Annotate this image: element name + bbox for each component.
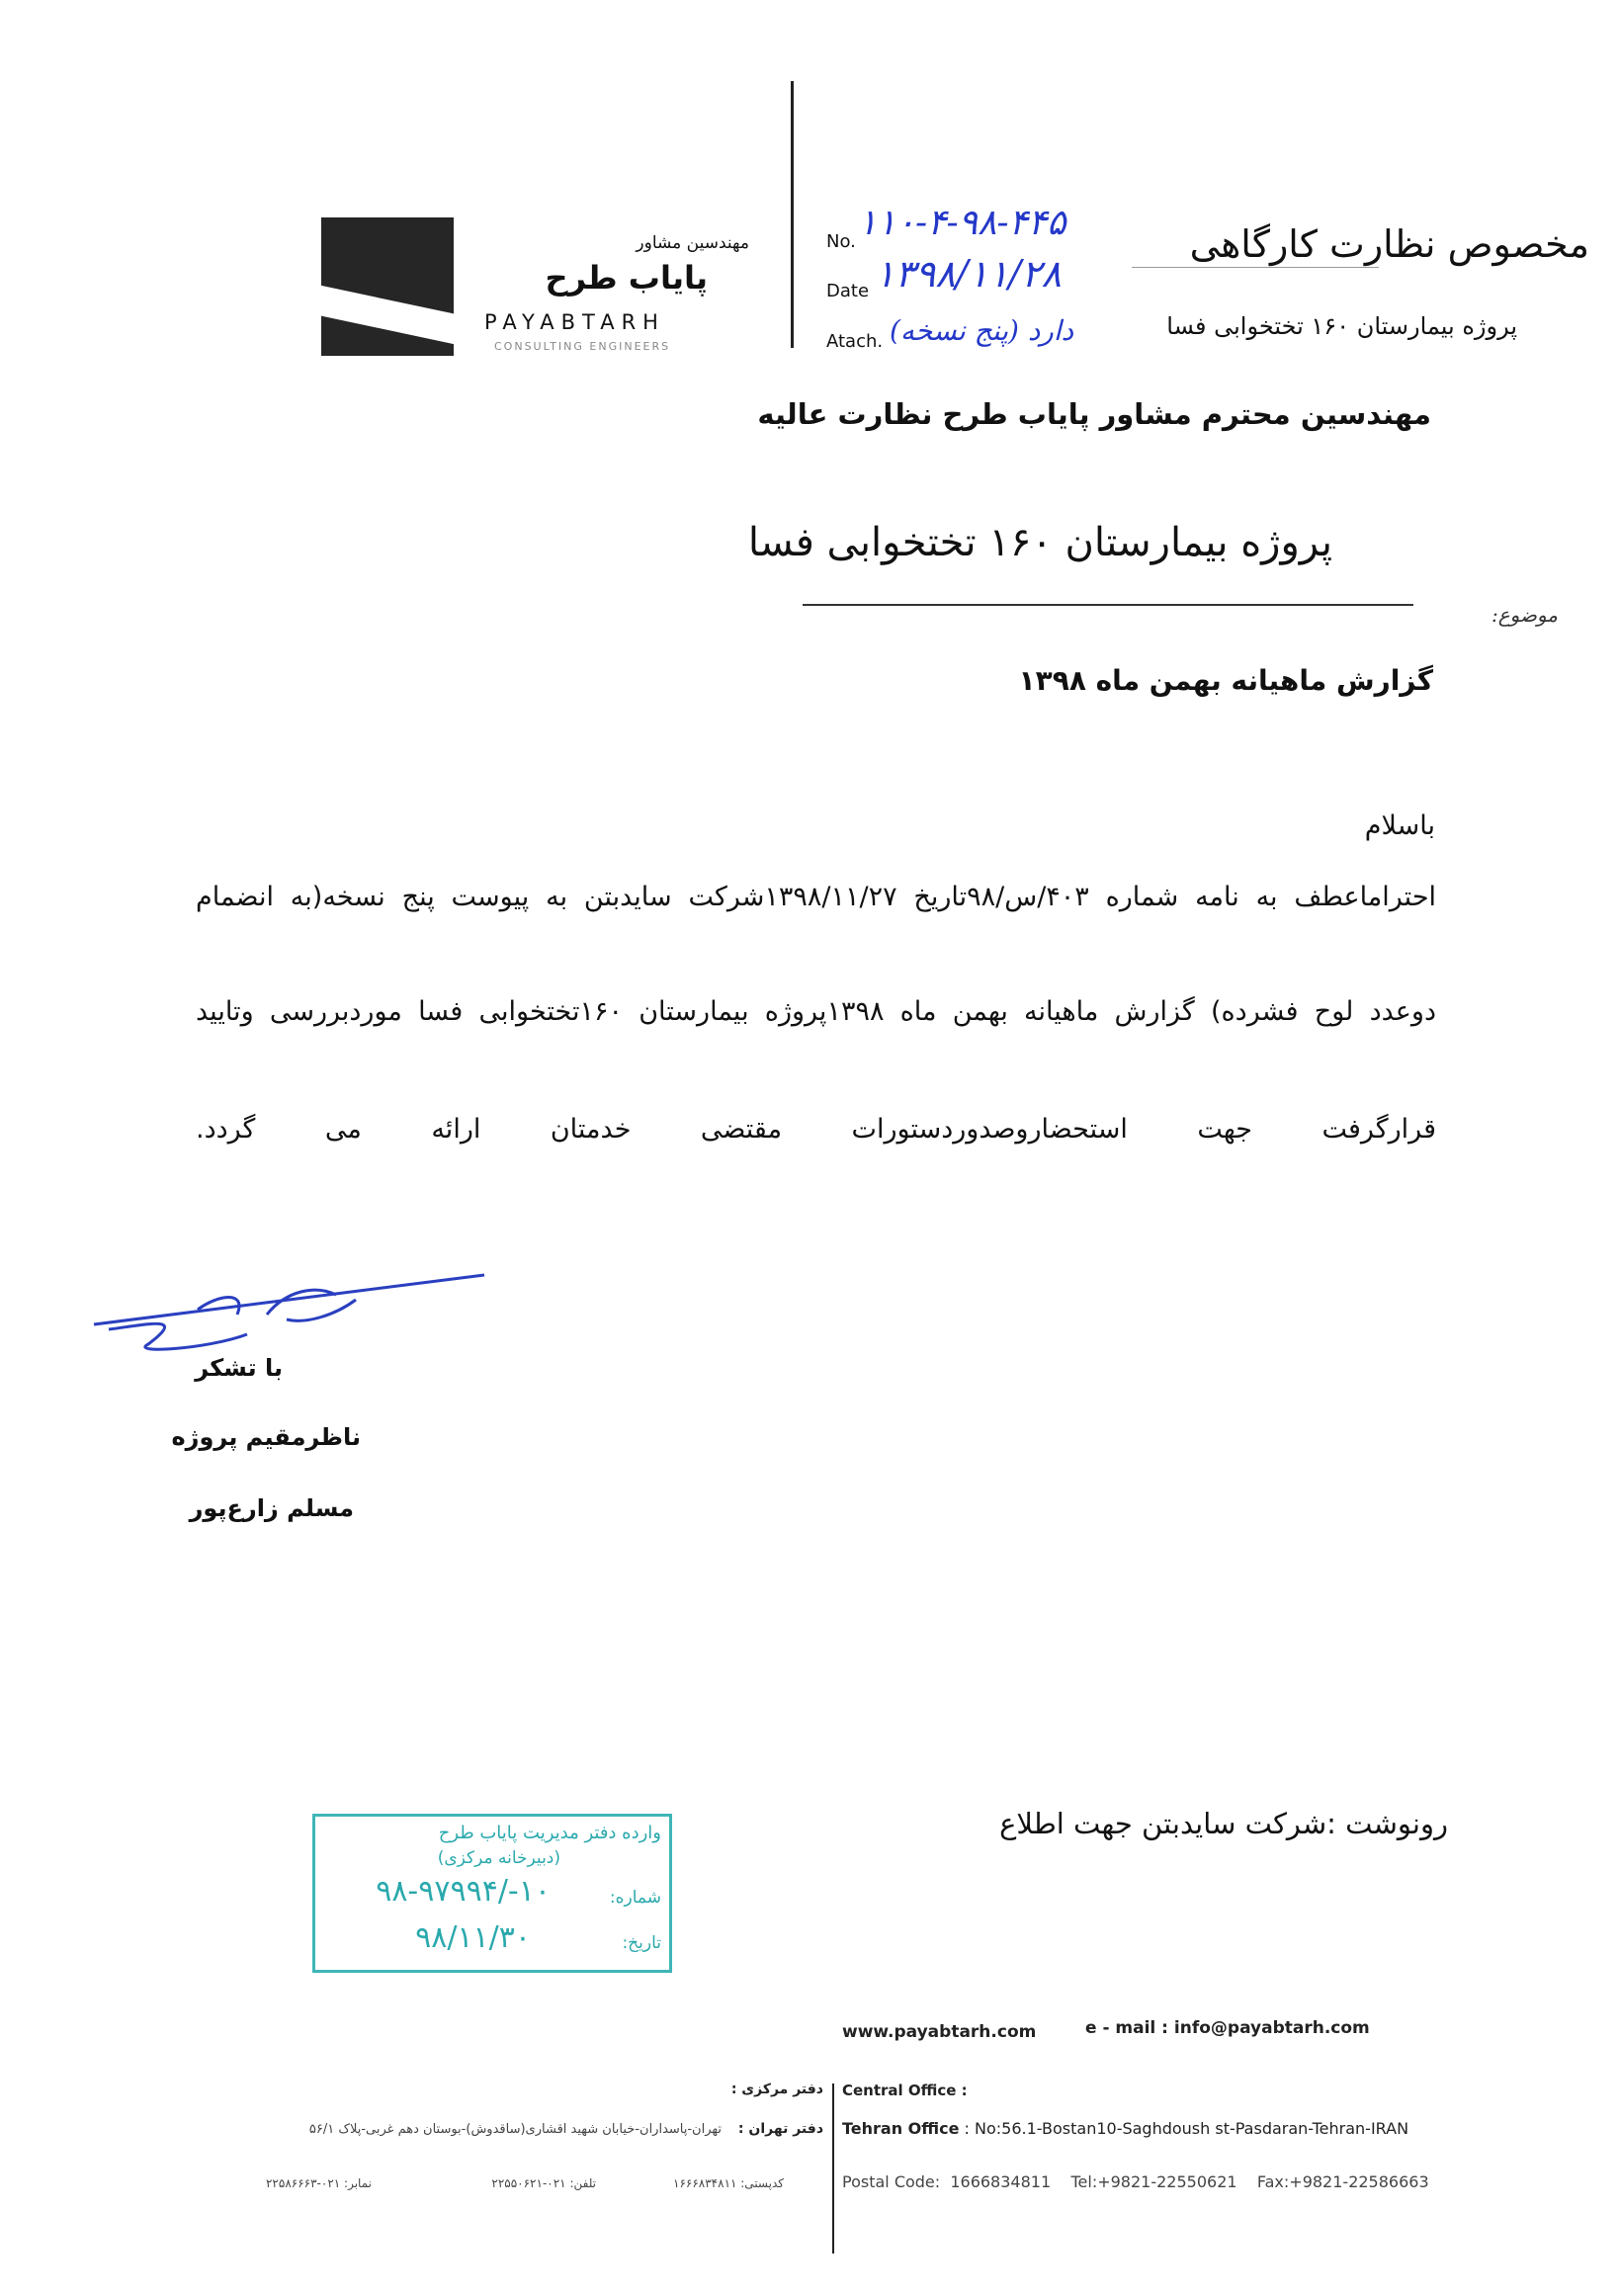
signer-role: ناظرمقیم پروژه	[171, 1423, 361, 1451]
carbon-copy: رونوشت :شرکت سایدبتن جهت اطلاع	[999, 1807, 1448, 1840]
tehran-address-fa: تهران-پاسداران-خیابان شهید اقشاری(ساقدوش)-بوستان دهم غربی-پلاک ۵۶/۱	[308, 2122, 722, 2137]
footer-divider	[832, 2083, 834, 2253]
central-office-fa: دفتر مرکزی :	[730, 2082, 823, 2097]
stamp-line1: وارده دفتر مدیریت پایاب طرح	[438, 1823, 661, 1843]
header-divider	[791, 81, 794, 348]
number-label: No.	[826, 231, 856, 252]
paragraph-line: قرارگرفت جهت استحضاروصدوردستورات مقتضی خدمتان ارائه می گردد.	[196, 1114, 1436, 1145]
postal-line-en: Postal Code: 1666834811 Tel:+9821-22550621 Fax:+9821-22586663	[842, 2172, 1429, 2191]
stamp-number-label: شماره:	[609, 1888, 661, 1908]
postal-code-fa: کدپستی: ۱۶۶۶۸۳۴۸۱۱	[673, 2176, 784, 2190]
addressee: مهندسین محترم مشاور پایاب طرح نظارت عالیه	[757, 397, 1431, 431]
company-logo	[321, 217, 454, 356]
stamp-date-value: ۹۸/۱۱/۳۰	[415, 1920, 531, 1955]
tehran-office-address-en: : No:56.1-Bostan10-Saghdoush st-Pasdaran-Tehran-IRAN	[959, 2119, 1409, 2138]
company-name-fa-sub: مهندسین مشاور	[636, 233, 749, 253]
company-name-en: PAYABTARH	[484, 310, 665, 334]
tel-fa: تلفن: ۰۲۱-۲۲۵۵۰۶۲۱	[491, 2176, 596, 2190]
attach-label: Atach.	[826, 331, 884, 352]
project-name-small: پروژه بیمارستان ۱۶۰ تختخوابی فسا	[1166, 312, 1517, 340]
tehran-office-fa: دفتر تهران :	[737, 2121, 823, 2137]
signature	[89, 1255, 494, 1359]
thanks: با تشکر	[195, 1354, 283, 1382]
stamp-number-value: ۱۰-/۹۸-۹۷۹۹۴	[376, 1874, 551, 1909]
central-office-en: Central Office :	[842, 2082, 968, 2099]
title-rule	[1132, 267, 1379, 268]
subject: گزارش ماهیانه بهمن ماه ۱۳۹۸	[1018, 664, 1433, 697]
number-value: ۱۱۰-۴-۹۸-۴۴۵	[858, 203, 1066, 243]
greeting: باسلام	[1364, 810, 1435, 841]
paragraph-line: دوعدد لوح فشرده) گزارش ماهیانه بهمن ماه ۱۳۹۸پروژه بیمارستان ۱۶۰تختخوابی فسا موردبررسی وتایید	[196, 996, 1436, 1027]
company-name-fa: پایاب طرح	[545, 259, 708, 297]
paragraph-line: احتراماعطف به نامه شماره ۴۰۳/س/۹۸تاریخ ۱۳۹۸/۱۱/۲۷شرکت سایدبتن به پیوست پنج نسخه(به انضمام	[196, 882, 1437, 912]
company-subtitle-en: CONSULTING ENGINEERS	[494, 340, 671, 353]
special-title: مخصوص نظارت کارگاهی	[1189, 222, 1589, 266]
tehran-office-label: Tehran Office	[842, 2119, 960, 2138]
date-value: ۱۳۹۸/۱۱/۲۸	[875, 252, 1062, 296]
website-link[interactable]: www.payabtarh.com	[842, 2022, 1037, 2042]
fax-fa: نمابر: ۰۲۱-۲۲۵۸۶۶۶۳	[265, 2176, 372, 2190]
subject-label: موضوع:	[1491, 603, 1558, 627]
stamp-line2: (دبیرخانه مرکزی)	[437, 1848, 560, 1868]
project-title-rule	[803, 604, 1413, 606]
stamp-date-label: تاریخ:	[622, 1933, 661, 1953]
attach-value: دارد (پنج نسخه)	[890, 314, 1074, 347]
date-label: Date	[826, 281, 870, 301]
email-link[interactable]: e - mail : info@payabtarh.com	[1085, 2018, 1370, 2038]
signer-name: مسلم زارع‌پور	[189, 1494, 354, 1522]
project-title: پروژه بیمارستان ۱۶۰ تختخوابی فسا	[747, 520, 1332, 565]
receipt-stamp	[312, 1814, 672, 1973]
